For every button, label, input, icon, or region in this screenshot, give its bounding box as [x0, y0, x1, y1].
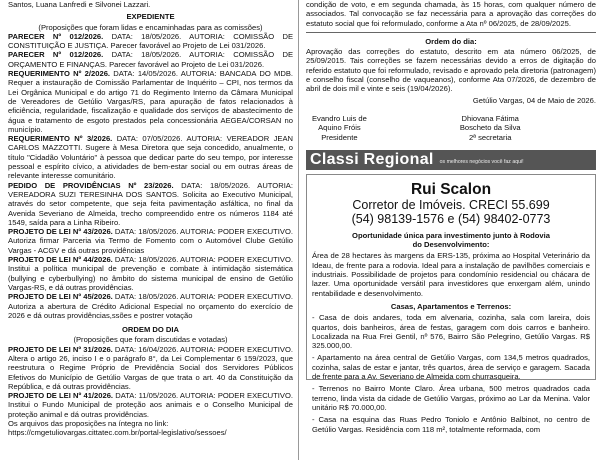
listing-item: - Casa na esquina das Ruas Pedro Toniolo e Antônio Balbinot, no centro de Getúlio Vargas. Residência com 118 m², totalmente reformada, com	[312, 415, 590, 434]
opportunity-title: Oportunidade única para investimento junto à Rodovia do Desenvolvimento:	[352, 230, 550, 250]
classified-ad	[306, 174, 596, 434]
ordem-item: PROJETO DE LEI Nº 31/2026. DATA: 16/04/2026. AUTORIA: PODER EXECUTIVO. Altera o artigo 26, inciso I e o parágrafo 8°, da Lei Complementar 6 159/2023, que reestrutura o Regime Próprio de Previdência Social dos Servidores Públicos Efetivos do Município de Getúlio Vargas de que trata o art. 40 da Constituição da República, e dá outras providências.	[8, 344, 293, 391]
expediente-item: PROJETO DE LEI Nº 43/2026. DATA: 18/05/2026. AUTORIA: PODER EXECUTIVO. Autoriza firmar Parceria via Termo de Fomento com o Automóvel Clube Getúlio Vargas - ACGV e dá outras providências	[8, 227, 293, 255]
right-column	[306, 0, 596, 434]
banner-subtitle: os melhores negócios você faz aqui!	[439, 159, 524, 166]
expediente-item: PARECER Nº 012/2026. DATA: 18/05/2026. AUTORIA: COMISSÃO DE CONSTITUIÇÃO E JUSTIÇA. Parecer favorável ao Projeto de Lei 031/2026.	[8, 31, 294, 51]
proposition-label: PROJETO DE LEI Nº 31/2026.	[8, 344, 113, 354]
listing-item: - Casa de dois andares, toda em alvenaria, cozinha, sala com lareira, dois quartos, dois banheiros, área de festas, garagem com dois carros e banheiro. Localizada na Rua Frei Gentil, nº 576, Bairro São Pelegrino, Getúlio Vargas. R$ 325.000,00.	[312, 313, 590, 351]
proposition-label: PROJETO DE LEI Nº 41/2026.	[8, 391, 114, 401]
proposition-label: PROJETO DE LEI Nº 44/2026.	[8, 255, 113, 265]
agent-phones: (54) 98139-1576 e (54) 98402-0773	[351, 212, 551, 227]
proposition-label: REQUERIMENTO Nº 2/2026.	[8, 69, 111, 79]
expediente-item: PEDIDO DE PROVIDÊNCIAS Nº 23/2026. DATA: 18/05/2026. AUTORIA: VEREADORA SUZI TERESINHA DOS SANTOS. Solicita ao Executivo Municipal, através do setor competente, que seja feita pavimentação asfáltica, no final da Avenida Severiano de Almeida, trecho compreendido entre os números 1184 até 1549, saída para a Linha Ribeiro.	[8, 180, 293, 227]
ordem-item: PROJETO DE LEI Nº 41/2026. DATA: 11/05/2026. AUTORIA: PODER EXECUTIVO. Institui o Fundo Municipal de proteção aos animais e o Conselho Municipal de proteção animal e dá outras providências.	[8, 391, 293, 419]
ordem-do-dia-title: Ordem do dia:	[425, 36, 477, 46]
signature-role: 2ª secretaria	[468, 132, 512, 142]
proposition-label: PROJETO DE LEI Nº 45/2026.	[8, 292, 113, 302]
date-line: Getúlio Vargas, 04 de Maio de 2026.	[472, 95, 596, 105]
agent-title: Corretor de Imóveis. CRECI 55.699	[352, 197, 550, 212]
listing-item: - Terrenos no Bairro Monte Claro. Área urbana, 500 metros quadrados cada terreno, linda vista da cidade de Getúlio Vargas, próximo ao Lar da Menina. Valor unitário R$ 70.000,00.	[312, 384, 590, 412]
opportunity-text: Área de 28 hectares às margens da ERS-135, próxima ao Hospital Veterinário da Ideau, de frente para a rodovia. Ideal para a instalação de pavilhões comerciais e industriais. Possibilidade de projetos para condomínio residencial ou chácara de lazer. Uma oportunidade versátil para investidores que enxergam além, unindo rentabilidade e desenvolvimento.	[312, 251, 590, 298]
signature-role: Presidente	[321, 132, 358, 142]
expediente-item: PARECER Nº 012/2026. DATA: 18/05/2026. AUTORIA: COMISSÃO DE ORÇAMENTO E FINANÇAS. Parecer favorável ao Projeto de Lei 031/2026.	[8, 50, 294, 69]
legislative-link[interactable]: https://cmgetuliovargas.cittatec.com.br/portal-legislativo/sessoes/	[8, 428, 227, 438]
convocation-text: condição de voto, e em segunda chamada, às 15 horas, com qualquer número de associados. Tal convocação se faz necessária para a aprovação das correções do estatuto social que foi reformulado, conforme a Ata nº 06/2025, de 28/09/2025.	[306, 0, 596, 28]
rule	[306, 32, 596, 33]
signature-name: Evandro Luis de Aquino Fróis	[311, 113, 367, 133]
expediente-item: REQUERIMENTO Nº 3/2026. DATA: 07/05/2026. AUTORIA: VEREADOR JEAN CARLOS MAZZOTTI. Sugere à Mesa Diretora que seja concedido, anualmente, o título "Cidadão Voluntário" à pessoa que dedicar parte do seu tempo, por interesse pessoal e espírito cívico, a atividades de bem-estar social ou em outras áreas de relevante interesse comunitário.	[8, 134, 294, 181]
proposition-label: PARECER Nº 012/2026.	[8, 50, 104, 60]
expediente-subtitle: (Proposições que foram lidas e encaminhadas para as comissões)	[38, 22, 263, 32]
signature-secretary	[457, 114, 596, 142]
proposition-label: PARECER Nº 012/2026.	[8, 31, 104, 41]
signatures	[306, 114, 596, 142]
proposition-label: PROJETO DE LEI Nº 43/2026.	[8, 227, 113, 237]
agent-name: Rui Scalon	[410, 180, 492, 198]
expediente-title: EXPEDIENTE	[126, 12, 175, 22]
listing-item: - Apartamento na área central de Getúlio Vargas, com 134,5 metros quadrados, cozinha, salas de estar e jantar, três quartos, área de serviço e garagem. Sacada de frente para a Av. Severiano de Almeida com churrasqueira.	[312, 353, 590, 382]
banner-title: Classi Regional	[310, 151, 434, 169]
classifieds-banner	[306, 150, 596, 170]
signature-president	[306, 114, 445, 142]
expediente-item: PROJETO DE LEI Nº 45/2026. DATA: 18/05/2026. AUTORIA: PODER EXECUTIVO. Autoriza a abertura de Crédito Adicional Especial no orçamento do exercício de 2026 e dá outras providências,ssões e postrer votação	[8, 292, 293, 320]
expediente-item: PROJETO DE LEI Nº 44/2026. DATA: 18/05/2026. AUTORIA: PODER EXECUTIVO. Institui a política municipal de prevenção e combate à intimidação sistemática (bullying e cyberbullying) no âmbito do sistema municipal de ensino de Getúlio Vargas-RS, e dá outras providências.	[8, 255, 293, 292]
ordem-do-dia-text: Aprovação das correções do estatuto, descrito em ata número 06/2025, de 25/09/2015. Tais correções se fazem necessárias devido a erros de digitação do referido estatuto que foi reformulado, revisado e aprovado pela diretoria (patronagem) e conselho fiscal (conselho de vaqueanos), conforme Ata 07/2026, de dezembro de abril de dois mil e vinte e seis (19/04/2026).	[306, 47, 596, 94]
column-divider	[298, 0, 299, 460]
ordem-title: ORDEM DO DIA	[122, 325, 179, 335]
signature-name: Dhiovana Fátima Boscheto da Silva	[459, 113, 521, 133]
ordem-item: Os arquivos das proposições na íntegra no link:	[8, 419, 169, 429]
proposition-label: PEDIDO DE PROVIDÊNCIAS Nº 23/2026.	[8, 180, 174, 190]
ordem-subtitle: (Proposições que foram discutidas e votadas)	[73, 335, 228, 345]
intro-text: Santos, Luana Lanfredi e Silvonei Lazzari.	[8, 0, 151, 9]
left-column	[8, 0, 293, 438]
expediente-item: REQUERIMENTO Nº 2/2026. DATA: 14/05/2026. AUTORIA: BANCADA DO MDB. Requer a instauração de Comissão Parlamentar de Inquérito – CPI, nos termos da Lei Orgânica Municipal e do artigo 71 do Regimento Interno da Câmara Municipal de Vereadores de Getúlio Vargas/RS, para apuração de fatos relacionados à eficiência, regularidade, fiscalização e qualidade dos serviços de abastecimento de água e tratamento de esgoto prestados pela concessionária AEGEA/CORSAN no município.	[8, 69, 293, 134]
proposition-label: REQUERIMENTO Nº 3/2026.	[8, 134, 113, 144]
casas-title: Casas, Apartamentos e Terrenos:	[390, 301, 512, 311]
